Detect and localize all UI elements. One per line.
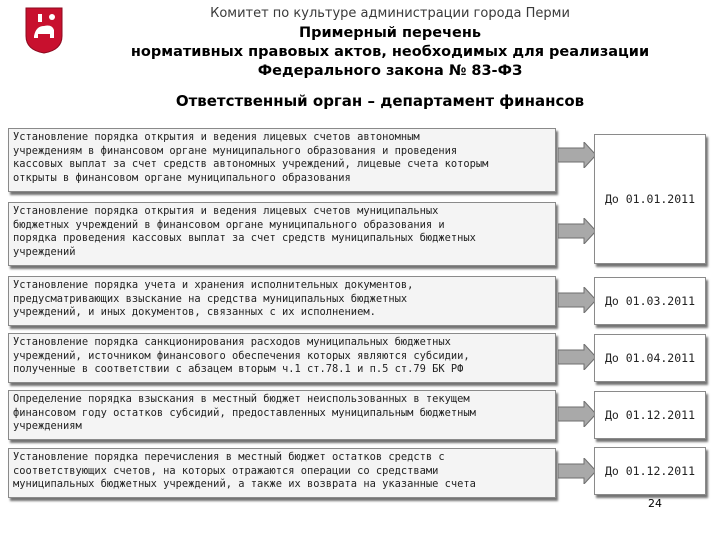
deadline-date: До 01.04.2011	[594, 334, 706, 382]
list-item: Установление порядка открытия и ведения лицевых счетов автономным учреждениям в финансовом органе муниципального образования и проведения кассовых выплат за счет средств автономных учреждений, лицевые счета которым открыты в финансовом органе муниципального образования	[8, 128, 556, 192]
arrow-right-icon	[558, 142, 596, 168]
page-title: Примерный перечень нормативных правовых актов, необходимых для реализации Федерального закона № 83-ФЗ	[130, 25, 650, 79]
arrow-right-icon	[558, 287, 596, 313]
list-item: Установление порядка перечисления в местный бюджет остатков средств с соответствующих счетов, на которых отражаются операции со средствами муниципальных бюджетных учреждений, а также их возврата на указанные счета	[8, 448, 556, 498]
responsible-body-heading: Ответственный орган – департамент финансов	[175, 92, 585, 110]
list-item: Установление порядка учета и хранения исполнительных документов, предусматривающих взыскание на средства муниципальных бюджетных учреждений, и иных документов, связанных с их исполнением.	[8, 276, 556, 326]
organization-name: Комитет по культуре администрации города Перми	[210, 6, 570, 21]
page-number: 24	[648, 497, 662, 510]
arrow-right-icon	[558, 458, 596, 484]
arrow-right-icon	[558, 344, 596, 370]
list-item: Установление порядка санкционирования расходов муниципальных бюджетных учреждений, источником финансового обеспечения которых являются субсидии, полученные в соответствии с абзацем вторым ч.1 ст.78.1 и п.5 ст.79 БК РФ	[8, 333, 556, 383]
coat-of-arms-icon	[24, 6, 64, 54]
arrow-right-icon	[558, 401, 596, 427]
deadline-date: До 01.03.2011	[594, 277, 706, 325]
list-item: Установление порядка открытия и ведения лицевых счетов муниципальных бюджетных учреждений в финансовом органе муниципального образования и порядка проведения кассовых выплат за счет средств муниципальных бюджетных учреждений	[8, 202, 556, 266]
deadline-date: До 01.01.2011	[594, 134, 706, 264]
arrow-right-icon	[558, 218, 596, 244]
list-item: Определение порядка взыскания в местный бюджет неиспользованных в текущем финансовом году остатков субсидий, предоставленных муниципальным бюджетным учреждениям	[8, 390, 556, 440]
deadline-date: До 01.12.2011	[594, 447, 706, 495]
deadline-date: До 01.12.2011	[594, 391, 706, 439]
